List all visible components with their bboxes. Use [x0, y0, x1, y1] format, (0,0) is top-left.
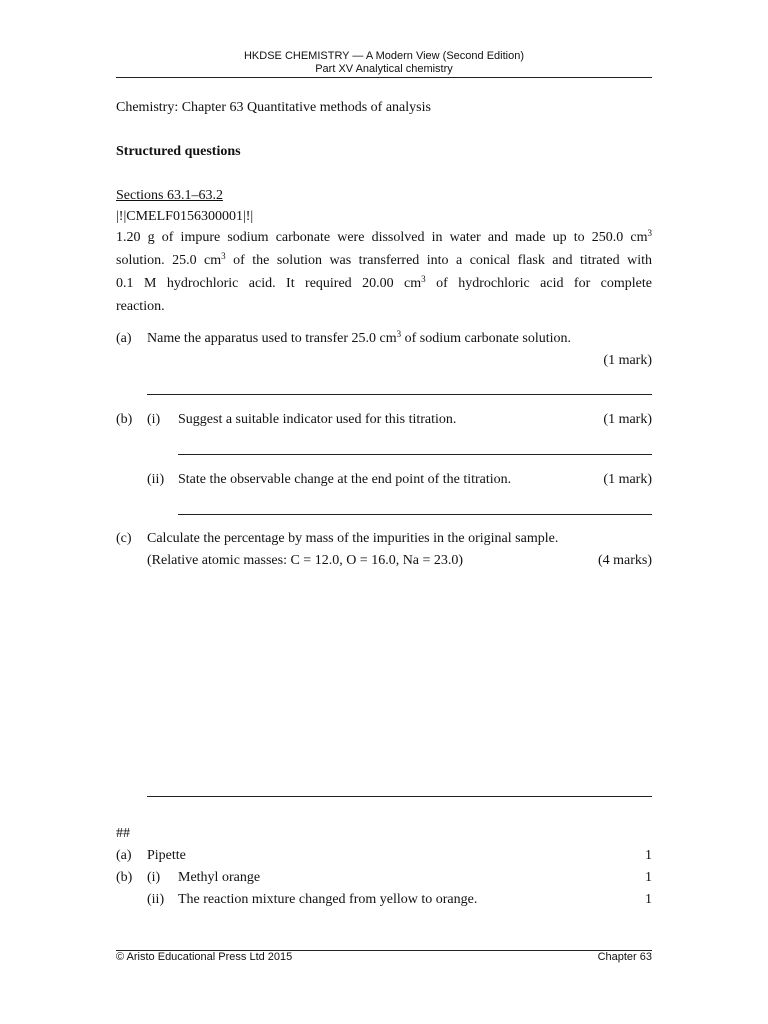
part-a-text: Name the apparatus used to transfer 25.0 $cm^3$ of sodium carbonate solution.	[147, 329, 572, 346]
part-c-text: Calculate the percentage by mass of the impurities in the original sample.	[147, 531, 559, 546]
question-intro	[116, 226, 652, 318]
answer-b-ii-mark: 1	[645, 892, 652, 907]
part-b-i-answer-line	[178, 454, 652, 455]
answer-a-mark: 1	[645, 848, 652, 863]
answer-b-ii-label: (ii)	[147, 892, 165, 907]
part-a-answer-line	[147, 394, 652, 395]
section-heading: Structured questions	[116, 144, 241, 159]
footer-chapter: Chapter 63	[597, 951, 652, 963]
header-rule	[116, 77, 652, 78]
part-b-ii-label: (ii)	[147, 472, 165, 487]
answer-b-i-text: Methyl orange	[178, 870, 261, 885]
part-b-ii-answer-line	[178, 514, 652, 515]
header-subtitle: Part XV Analytical chemistry	[315, 63, 453, 75]
answer-b-ii-text: The reaction mixture changed from yellow to orange.	[178, 892, 478, 907]
answer-a-text: Pipette	[147, 848, 186, 863]
part-b-i-label: (i)	[147, 412, 161, 427]
part-c-atomic-masses: (Relative atomic masses: C = 12.0, O = 16.0, Na = 23.0)	[147, 553, 464, 568]
part-a-marks: (1 mark)	[603, 353, 652, 368]
answer-b-label: (b)	[116, 870, 133, 885]
question-code: |!|CMELF0156300001|!|	[116, 209, 254, 224]
intro-line-2: solution. 25.0 $cm^3$ of the solution was transferred into a conical flask and titrated with	[116, 251, 652, 268]
part-b-i-text: Suggest a suitable indicator used for this titration.	[178, 412, 457, 427]
part-a-label: (a)	[116, 331, 132, 346]
footer-copyright: © Aristo Educational Press Ltd 2015	[116, 951, 293, 963]
intro-line-4: reaction.	[116, 299, 165, 314]
part-b-i-marks: (1 mark)	[603, 412, 652, 427]
header-title: HKDSE CHEMISTRY — A Modern View (Second Edition)	[243, 50, 524, 62]
answer-marker: ##	[116, 826, 130, 841]
intro-line-3: 0.1 M hydrochloric acid. It required 20.00 $cm^3$ of hydrochloric acid for complete	[116, 274, 652, 291]
answer-b-i-label: (i)	[147, 870, 161, 885]
part-c-marks: (4 marks)	[597, 553, 652, 568]
answer-b-i-mark: 1	[645, 870, 652, 885]
part-b-label: (b)	[116, 412, 133, 427]
part-b-ii-marks: (1 mark)	[603, 472, 652, 487]
sections-label: Sections 63.1–63.2	[116, 188, 223, 203]
chapter-title: Chemistry: Chapter 63 Quantitative methods of analysis	[116, 100, 431, 115]
answer-a-label: (a)	[116, 848, 132, 863]
intro-line-1: 1.20 g of impure sodium carbonate were dissolved in water and made up to 250.0 $cm^3$	[116, 228, 652, 245]
part-b-ii-text: State the observable change at the end point of the titration.	[178, 472, 512, 487]
part-c-label: (c)	[116, 531, 132, 546]
part-c-answer-line	[147, 796, 652, 797]
